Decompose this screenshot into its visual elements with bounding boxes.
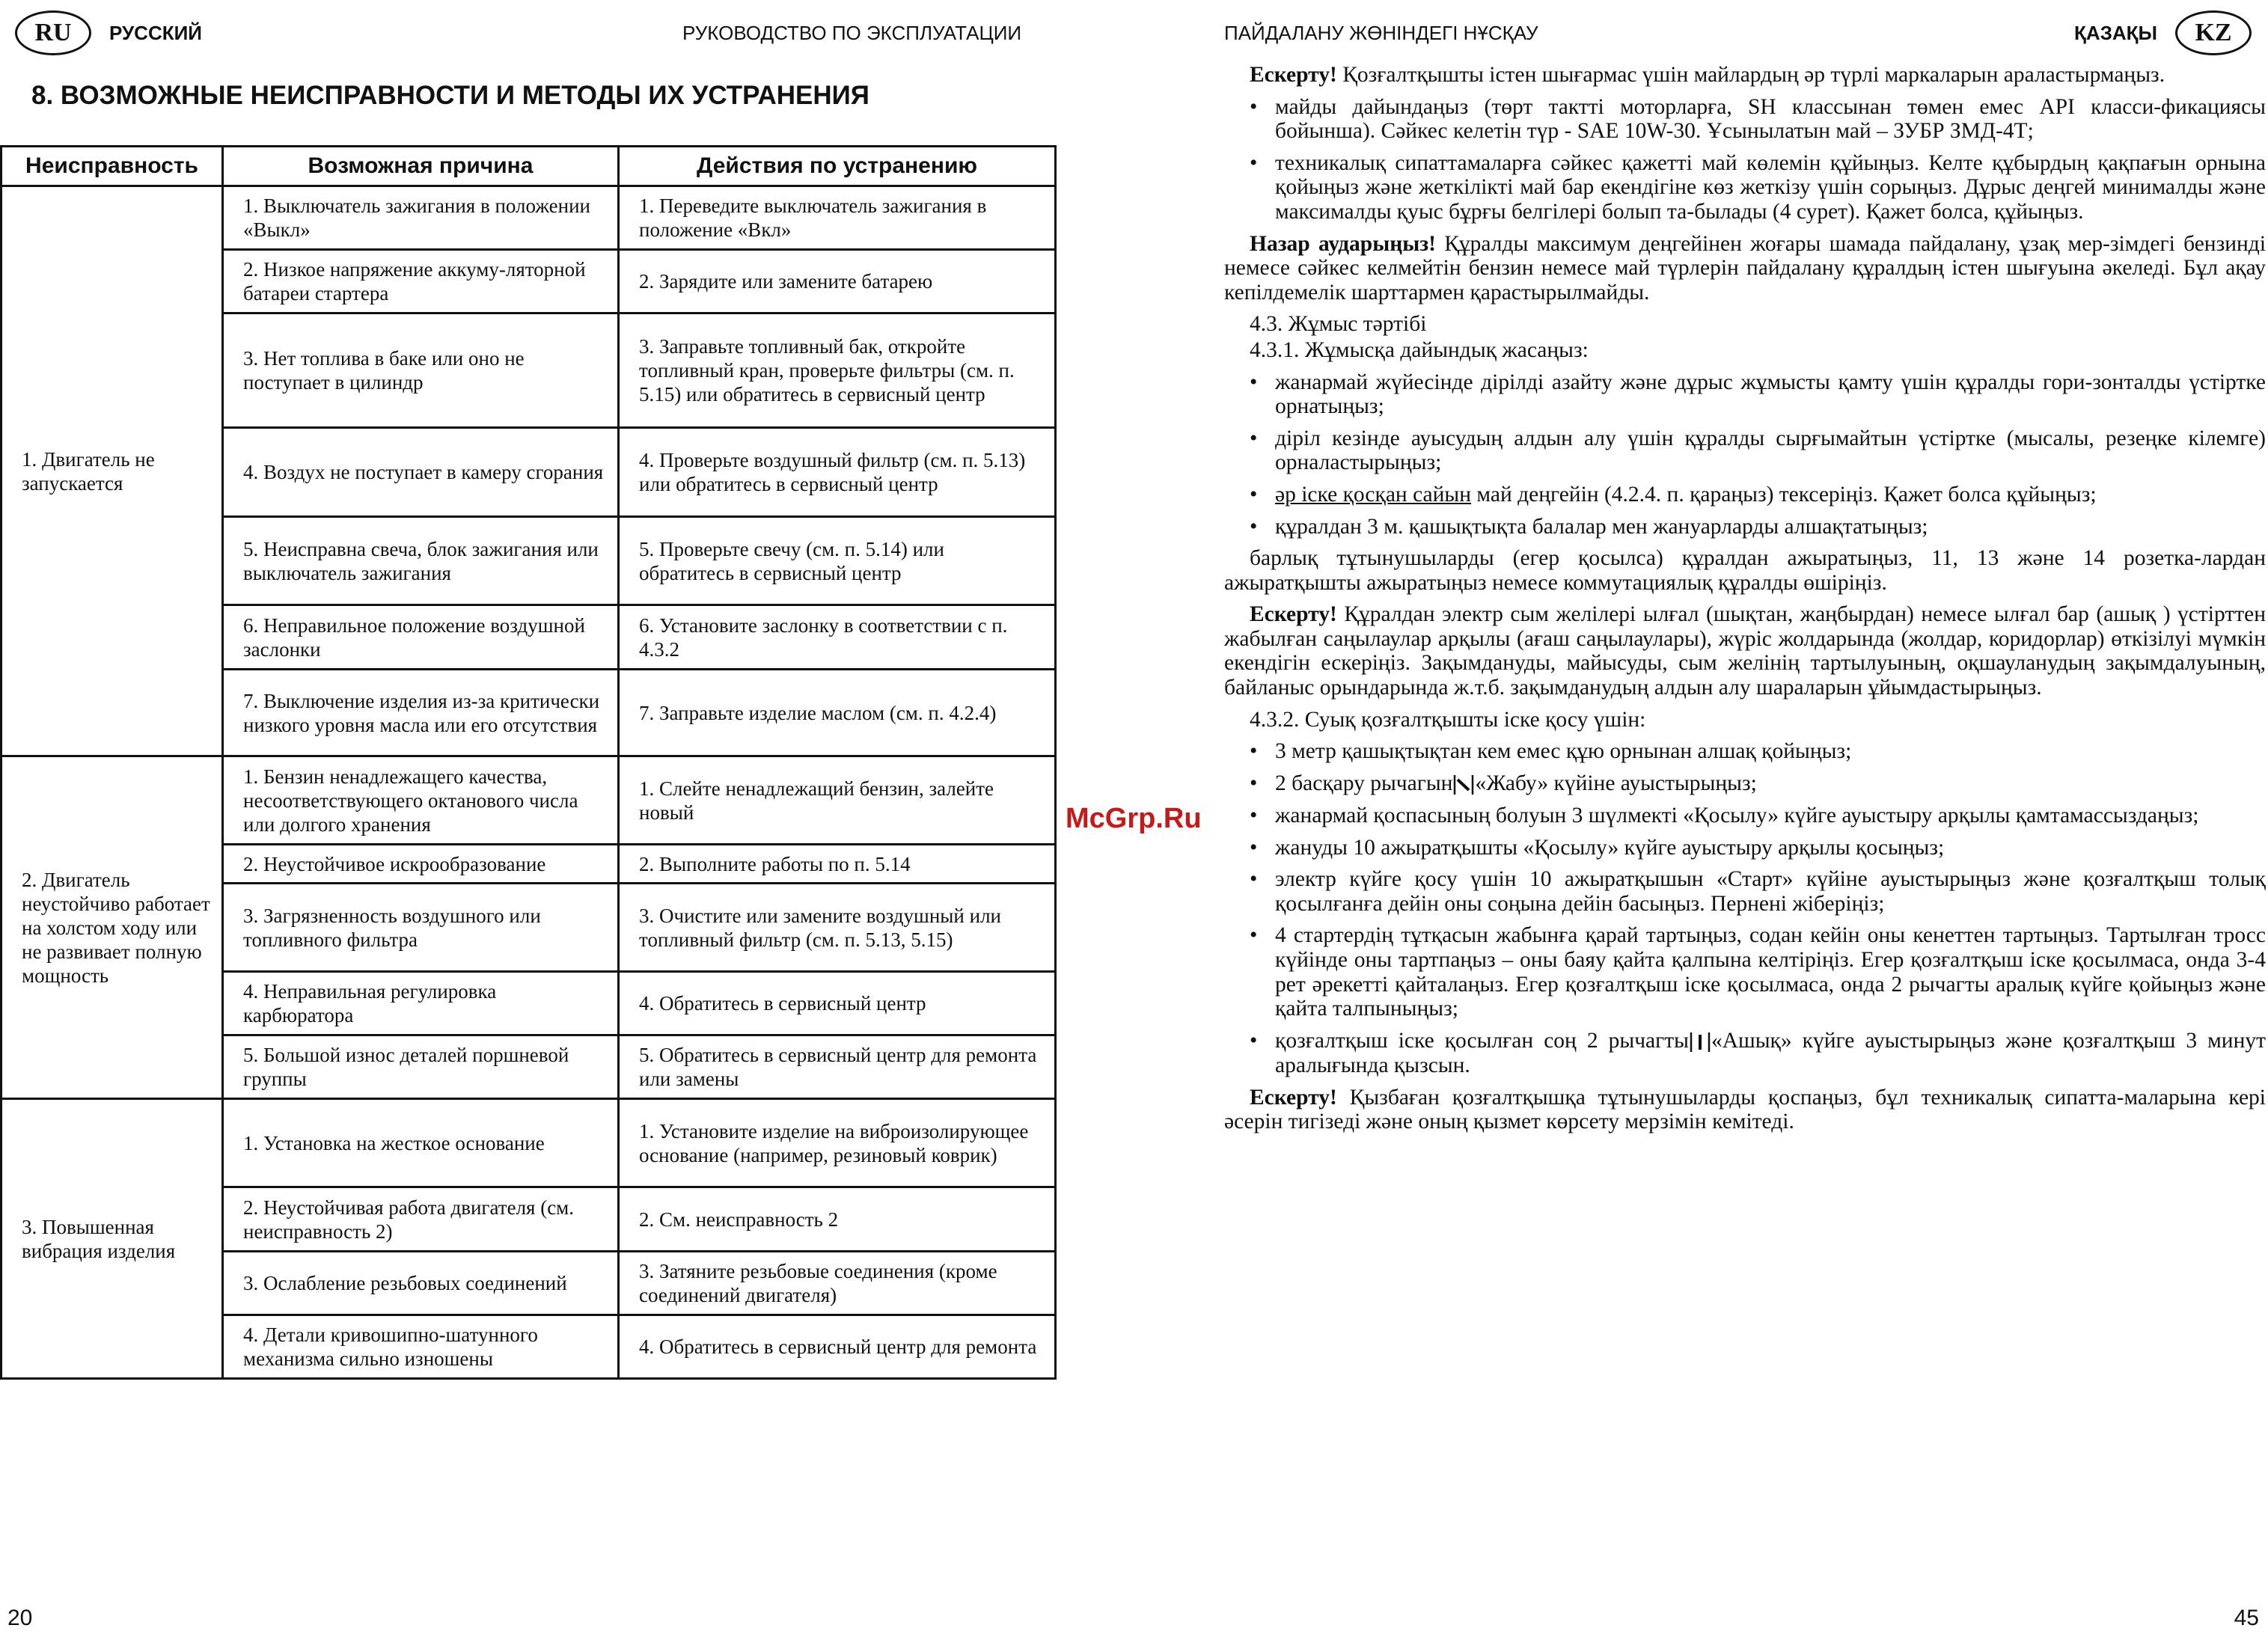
bullet-list bbox=[1224, 370, 2266, 539]
list-item: • 2 басқару рычагын «Жабу» күйіне ауыстырыңыз; bbox=[1250, 771, 1757, 795]
list-item: • құралдан 3 м. қашықтықта балалар мен жануарларды алшақтатыңыз; bbox=[1250, 514, 1928, 539]
list-item-text: 4 стартердің тұтқасын жабынға қарай тартыңыз, содан кейін оны кенеттен тартыңыз. Тартылған тросс күйінде оны тартпаңыз – оны баяу қайта қалпына келтіріңіз. Егер қозғалтқыш іске қосылмаса, онда 3-4 рет әрекетті қайталаңыз. Егер қозғалтқыш іске қосылмаса, онда 2 рычагты аралық күйге қойыңыз және қайта талпыныңыз; bbox=[1275, 923, 2266, 1021]
warning-text: Құралдан электр сым желілері ылғал (шықтан, жаңбырдан) немесе ылғал бар (ашық ) үстірттен жабылған саңылаулар арқылы (ағаш саңылаулары), жүріс жолдарында (жолдар, коридорлар) өткізілуі мүмкін екендігін ескеріңіз. Зақымдануды, майысуды, сым желінің тартылуының, оқшауланудың зақымдалуының, байланыс орындарында ж.т.б. зақымданудың алдын алу шараларын ұйымдастырыңыз. bbox=[1224, 602, 2266, 700]
list-item: • діріл кезінде ауысудың алдын алу үшін құралды сырғымайтын үстіртке (мысалы, резеңке кілемге) орналастырыңыз; bbox=[1250, 426, 2266, 475]
list-item-text: қозғалтқыш іске қосылған соң 2 рычагты bbox=[1275, 1028, 1689, 1053]
ru-manual-title: РУКОВОДСТВО ПО ЭКСПЛУАТАЦИИ bbox=[682, 22, 1022, 44]
page-number-right: 45 bbox=[2234, 1606, 2259, 1630]
action-cell: 4. Проверьте воздушный фильтр (см. п. 5.13) или обратитесь в сервисный центр bbox=[619, 428, 1056, 517]
table-row bbox=[1, 1099, 1056, 1187]
bullet-list bbox=[1224, 739, 2266, 1077]
column-header: Неисправность bbox=[1, 147, 223, 186]
cause-cell: 2. Неустойчивая работа двигателя (см. неисправность 2) bbox=[223, 1187, 619, 1252]
kz-badge: KZ bbox=[2175, 10, 2252, 55]
cause-cell: 5. Большой износ деталей поршневой группы bbox=[223, 1035, 619, 1099]
cause-cell: 3. Ослабление резьбовых соединений bbox=[223, 1252, 619, 1315]
cause-cell: 5. Неисправна свеча, блок зажигания или выключатель зажигания bbox=[223, 517, 619, 605]
cause-cell: 1. Выключатель зажигания в положении «Выкл» bbox=[223, 186, 619, 250]
cause-cell: 4. Детали кривошипно-шатунного механизма сильно изношены bbox=[223, 1315, 619, 1379]
attention-paragraph bbox=[1224, 232, 2266, 305]
action-cell: 1. Установите изделие на виброизолирующее основание (например, резиновый коврик) bbox=[619, 1099, 1056, 1187]
list-item: • техникалық сипаттамаларға сәйкес қажетті май көлемін құйыңыз. Келте құбырдың қақпағын орнына қойыңыз және жеткілікті май бар екендігіне көз жеткізу үшін сорыңыз. Дұрыс деңгей минималды және максималды қуыс бұрғы белгілері болып та-былады (4 сурет). Қажет болса, құйыңыз. bbox=[1250, 150, 2266, 224]
attention-text: Құралды максимум деңгейінен жоғары шамада пайдалану, ұзақ мер-зімдегі бензинді немесе сәйкес келмейтін бензин немесе май түрлерін пайдалану құралдың істен шығуына әкеледі. Бұл ақау кепілдемелік шарттармен қарастырылмайды. bbox=[1224, 231, 2267, 305]
list-item-text: майды дайындаңыз (төрт тактті моторларға, SH классынан төмен емес API класси-фикациясы бойынша). Сәйкес келетін түр - SAE 10W-30. Ұсынылатын май – ЗУБР ЗМД-4Т; bbox=[1275, 94, 2266, 144]
cause-cell: 6. Неправильное положение воздушной заслонки bbox=[223, 605, 619, 670]
list-item: • жануды 10 ажыратқышты «Қосылу» күйге ауыстыру арқылы қосыңыз; bbox=[1250, 835, 1945, 860]
section-heading: 4.3. Жұмыс тәртібі bbox=[1250, 312, 1427, 337]
column-header: Возможная причина bbox=[223, 147, 619, 186]
action-cell: 2. Выполните работы по п. 5.14 bbox=[619, 845, 1056, 884]
action-cell: 4. Обратитесь в сервисный центр для ремонта bbox=[619, 1315, 1056, 1379]
action-cell: 2. Зарядите или замените батарею bbox=[619, 250, 1056, 313]
action-cell: 2. См. неисправность 2 bbox=[619, 1187, 1056, 1252]
ru-language-label: РУССКИЙ bbox=[109, 21, 202, 44]
cause-cell: 4. Неправильная регулировка карбюратора bbox=[223, 972, 619, 1035]
warning-paragraph bbox=[1224, 1086, 2266, 1134]
action-cell: 6. Установите заслонку в соответствии с п. 4.3.2 bbox=[619, 605, 1056, 670]
cause-cell: 2. Неустойчивое искрообразование bbox=[223, 845, 619, 884]
warning-label: Ескерту! bbox=[1250, 602, 1337, 627]
list-item: • қозғалтқыш іске қосылған соң 2 рычагты «Ашық» күйге ауыстырыңыз және қозғалтқыш 3 минут аралығында қызсын. bbox=[1250, 1028, 2266, 1078]
warning-text: Қызбаған қозғалтқышқа тұтынушыларды қоспаңыз, бұл техникалық сипатта-маларына кері әсерін тигізеді және оның қызмет көрсету мерзімін кемітеді. bbox=[1224, 1085, 2266, 1134]
list-item-text: 3 метр қашықтықтан кем емес құю орнынан алшақ қойыңыз; bbox=[1275, 739, 1852, 764]
kz-manual-title: ПАЙДАЛАНУ ЖӨНІНДЕГІ НҰСҚАУ bbox=[1224, 22, 1538, 44]
warning-label: Ескерту! bbox=[1250, 63, 1337, 87]
action-cell: 1. Слейте ненадлежащий бензин, залейте новый bbox=[619, 756, 1056, 845]
list-item: • әр іске қосқан сайын май деңгейін (4.2.4. п. қараңыз) тексеріңіз. Қажет болса құйыңыз; bbox=[1250, 482, 2097, 507]
warning-label: Ескерту! bbox=[1250, 1085, 1337, 1110]
header-kz bbox=[2074, 10, 2252, 55]
choke-open-icon bbox=[1689, 1031, 1711, 1053]
action-cell: 7. Заправьте изделие маслом (см. п. 4.2.4) bbox=[619, 670, 1056, 756]
list-item: • электр күйге қосу үшін 10 ажыратқышын «Старт» күйіне ауыстырыңыз және қозғалтқыш толық қосылғанға дейін оны соңына дейін басыңыз. Пернені жіберіңіз; bbox=[1250, 867, 2266, 916]
list-item: • жанармай жүйесінде дірілді азайту және дұрыс жұмысты қамту үшін құралды гори-зонталды үстіртке орнатыңыз; bbox=[1250, 370, 2266, 419]
choke-closed-icon bbox=[1452, 774, 1475, 796]
action-cell: 5. Проверьте свечу (см. п. 5.14) или обратитесь в сервисный центр bbox=[619, 517, 1056, 605]
list-item-text: жанармай жүйесінде дірілді азайту және дұрыс жұмысты қамту үшін құралды гори-зонталды үстіртке орнатыңыз; bbox=[1275, 370, 2266, 419]
cause-cell: 7. Выключение изделия из-за критически низкого уровня масла или его отсутствия bbox=[223, 670, 619, 756]
underlined-text: әр іске қосқан сайын bbox=[1275, 482, 1472, 507]
section-heading: 4.3.2. Суық қозғалтқышты іске қосу үшін: bbox=[1250, 707, 1646, 732]
warning-text: Қозғалтқышты істен шығармас үшін майлардың әр түрлі маркаларын араластырмаңыз. bbox=[1336, 63, 2165, 87]
cause-cell: 4. Воздух не поступает в камеру сгорания bbox=[223, 428, 619, 517]
list-item: • майды дайындаңыз (төрт тактті моторларға, SH классынан төмен емес API класси-фикациясы бойынша). Сәйкес келетін түр - SAE 10W-30. Ұсынылатын май – ЗУБР ЗМД-4Т; bbox=[1250, 94, 2266, 144]
consumers-paragraph: барлық тұтынушыларды (егер қосылса) құралдан ажыратыңыз, 11, 13 және 14 розетка-лардан ажыратқышты ажыратыңыз немесе коммутациялық құралды өшіріңіз. bbox=[1224, 546, 2266, 595]
kz-body bbox=[1224, 63, 2266, 1142]
list-item: • жанармай қоспасының болуын 3 шүлмекті «Қосылу» күйге ауыстыру арқылы қамтамассыздаңыз; bbox=[1250, 804, 2199, 828]
watermark: McGrp.Ru bbox=[1066, 803, 1202, 834]
fault-cell: 2. Двигатель неустойчиво работает на холстом ходу или не развивает полную мощность bbox=[1, 756, 223, 1099]
action-cell: 5. Обратитесь в сервисный центр для ремонта или замены bbox=[619, 1035, 1056, 1099]
bullet-list bbox=[1224, 95, 2266, 224]
attention-label: Назар аударыңыз! bbox=[1250, 231, 1436, 256]
table-header-row bbox=[1, 147, 1056, 186]
list-item-text: жануды 10 ажыратқышты «Қосылу» күйге ауыстыру арқылы қосыңыз; bbox=[1275, 835, 1945, 860]
ru-badge: RU bbox=[15, 10, 91, 55]
cause-cell: 1. Установка на жесткое основание bbox=[223, 1099, 619, 1187]
list-item-text: діріл кезінде ауысудың алдын алу үшін құралды сырғымайтын үстіртке (мысалы, резеңке кілемге) орналастырыңыз; bbox=[1275, 426, 2266, 475]
list-item: • 3 метр қашықтықтан кем емес құю орнынан алшақ қойыңыз; bbox=[1250, 739, 1852, 764]
list-item: • 4 стартердің тұтқасын жабынға қарай тартыңыз, содан кейін оны кенеттен тартыңыз. Тартылған тросс күйінде оны тартпаңыз – оны баяу қайта қалпына келтіріңіз. Егер қозғалтқыш іске қосылмаса, онда 3-4 рет әрекетті қайталаңыз. Егер қозғалтқыш іске қосылмаса, онда 2 рычагты аралық күйге қойыңыз және қайта талпыныңыз; bbox=[1250, 923, 2266, 1021]
troubleshooting-table bbox=[0, 145, 1057, 1380]
list-item-text: «Ашық» күйге ауыстырыңыз және қозғалтқыш 3 минут аралығында қызсын. bbox=[1275, 1028, 2266, 1078]
header-ru bbox=[15, 10, 202, 55]
list-item-text: «Жабу» күйіне ауыстырыңыз; bbox=[1475, 771, 1757, 795]
action-cell: 4. Обратитесь в сервисный центр bbox=[619, 972, 1056, 1035]
kz-language-label: ҚАЗАҚЫ bbox=[2073, 21, 2157, 44]
warning-paragraph bbox=[1224, 602, 2266, 700]
list-item-text: 2 басқару рычагын bbox=[1275, 771, 1453, 795]
page-number-left: 20 bbox=[7, 1606, 33, 1630]
column-header: Действия по устранению bbox=[619, 147, 1056, 186]
cause-cell: 3. Нет топлива в баке или оно не поступает в цилиндр bbox=[223, 313, 619, 428]
action-cell: 1. Переведите выключатель зажигания в положение «Вкл» bbox=[619, 186, 1056, 250]
cause-cell: 3. Загрязненность воздушного или топливного фильтра bbox=[223, 884, 619, 972]
action-cell: 3. Заправьте топливный бак, откройте топливный кран, проверьте фильтры (см. п. 5.15) или обратитесь в сервисный центр bbox=[619, 313, 1056, 428]
section-heading: 4.3.1. Жұмысқа дайындық жасаңыз: bbox=[1250, 337, 1589, 362]
action-cell: 3. Очистите или замените воздушный или топливный фильтр (см. п. 5.13, 5.15) bbox=[619, 884, 1056, 972]
list-item-text: электр күйге қосу үшін 10 ажыратқышын «Старт» күйіне ауыстырыңыз және қозғалтқыш толық қосылғанға дейін оны соңына дейін басыңыз. Пернені жіберіңіз; bbox=[1275, 867, 2266, 916]
list-item-text: жанармай қоспасының болуын 3 шүлмекті «Қосылу» күйге ауыстыру арқылы қамтамассыздаңыз; bbox=[1275, 804, 2199, 828]
fault-cell: 3. Повышенная вибрация изделия bbox=[1, 1099, 223, 1379]
cause-cell: 1. Бензин ненадлежащего качества, несоответствующего октанового числа или долгого хранения bbox=[223, 756, 619, 845]
fault-cell: 1. Двигатель не запускается bbox=[1, 186, 223, 756]
table-row bbox=[1, 756, 1056, 845]
list-item-text: техникалық сипаттамаларға сәйкес қажетті май көлемін құйыңыз. Келте құбырдың қақпағын орнына қойыңыз және жеткілікті май бар екендігіне көз жеткізу үшін сорыңыз. Дұрыс деңгей минималды және максималды қуыс бұрғы белгілері болып та-былады (4 сурет). Қажет болса, құйыңыз. bbox=[1275, 150, 2266, 224]
section-title: 8. ВОЗМОЖНЫЕ НЕИСПРАВНОСТИ И МЕТОДЫ ИХ УСТРАНЕНИЯ bbox=[31, 81, 869, 110]
warning-paragraph bbox=[1224, 63, 2266, 88]
list-item-text: май деңгейін (4.2.4. п. қараңыз) тексеріңіз. Қажет болса құйыңыз; bbox=[1471, 482, 2097, 507]
table-row bbox=[1, 186, 1056, 250]
cause-cell: 2. Низкое напряжение аккуму-ляторной батареи стартера bbox=[223, 250, 619, 313]
action-cell: 3. Затяните резьбовые соединения (кроме соединений двигателя) bbox=[619, 1252, 1056, 1315]
list-item-text: құралдан 3 м. қашықтықта балалар мен жануарларды алшақтатыңыз; bbox=[1275, 514, 1928, 539]
